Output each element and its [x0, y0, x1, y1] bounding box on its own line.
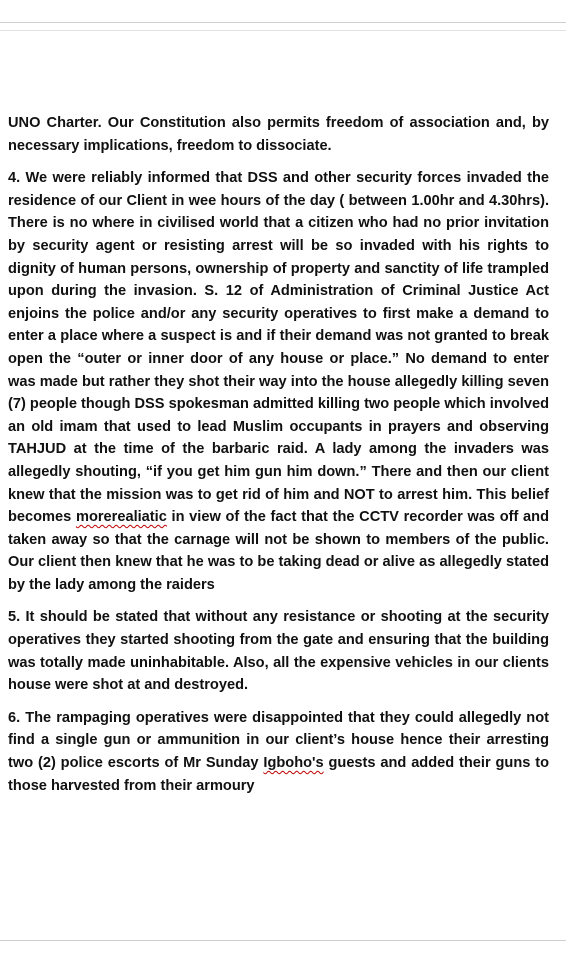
text-run: 4. We were reliably informed that DSS and other security forces invaded the residence of our Client in wee hours of the day ( between 1.00hr and 4.30hrs). There is no where in civilised world that a citizen who had no prior invitation by security agent or resisting arrest will be so invaded with his rights to dignity of human persons, ownership of property and sanctity of life trampled upon during the invasion. S. 12 of Administration of Criminal Justice Act enjoins the police and/or any security operatives to first make a demand to enter a place where a suspect is and if their demand was not granted to break open the “outer or inner door of any house or place.” No demand to enter was made but rather they shot their way into the house allegedly killing seven (7) people though DSS spokesman admitted killing two people which involved an old imam that used to lead Muslim occupants in prayers and observing TAHJUD at the time of the barbaric raid. A lady among the invaders was allegedly shouting, “if you get him gun him down.” There and then our client knew that the mission was to get rid of him and NOT to arrest him. This belief becomes [8, 170, 549, 526]
paragraph-6 [8, 707, 549, 797]
text-run: UNO Charter. Our Constitution also permits freedom of association and, by necessary implications, freedom to dissociate. [8, 115, 549, 154]
text-run: guests and added their guns to those harvested from their armoury [8, 755, 550, 794]
paragraph-4 [8, 167, 549, 596]
paragraph-5 [8, 606, 549, 696]
paragraph-intro [8, 112, 549, 157]
text-run: 5. It should be stated that without any resistance or shooting at the security operatives they started shooting from the gate and ensuring that the building was totally made uninhabitable. Also, all the expensive vehicles in our clients house were shot at and destroyed. [8, 609, 549, 694]
page-bottom-divider [0, 940, 566, 941]
spellcheck-flagged-word[interactable]: morerealiatic [75, 509, 167, 526]
document-body [8, 112, 549, 807]
text-run: 6. The rampaging operatives were disappointed that they could allegedly not find a single gun or ammunition in our client’s house hence their arresting two (2) police escorts of Mr Sunday [8, 709, 549, 772]
page-top-divider [0, 22, 566, 23]
text-run: in view of the fact that the CCTV recorder was off and taken away so that the carnage will not be shown to members of the public. Our client then knew that he was to be taking dead or alive as allegedly stated by the lady among the raiders [8, 509, 549, 593]
spellcheck-flagged-word[interactable]: Igboho's [263, 755, 324, 772]
page-top-divider-secondary [0, 30, 566, 31]
